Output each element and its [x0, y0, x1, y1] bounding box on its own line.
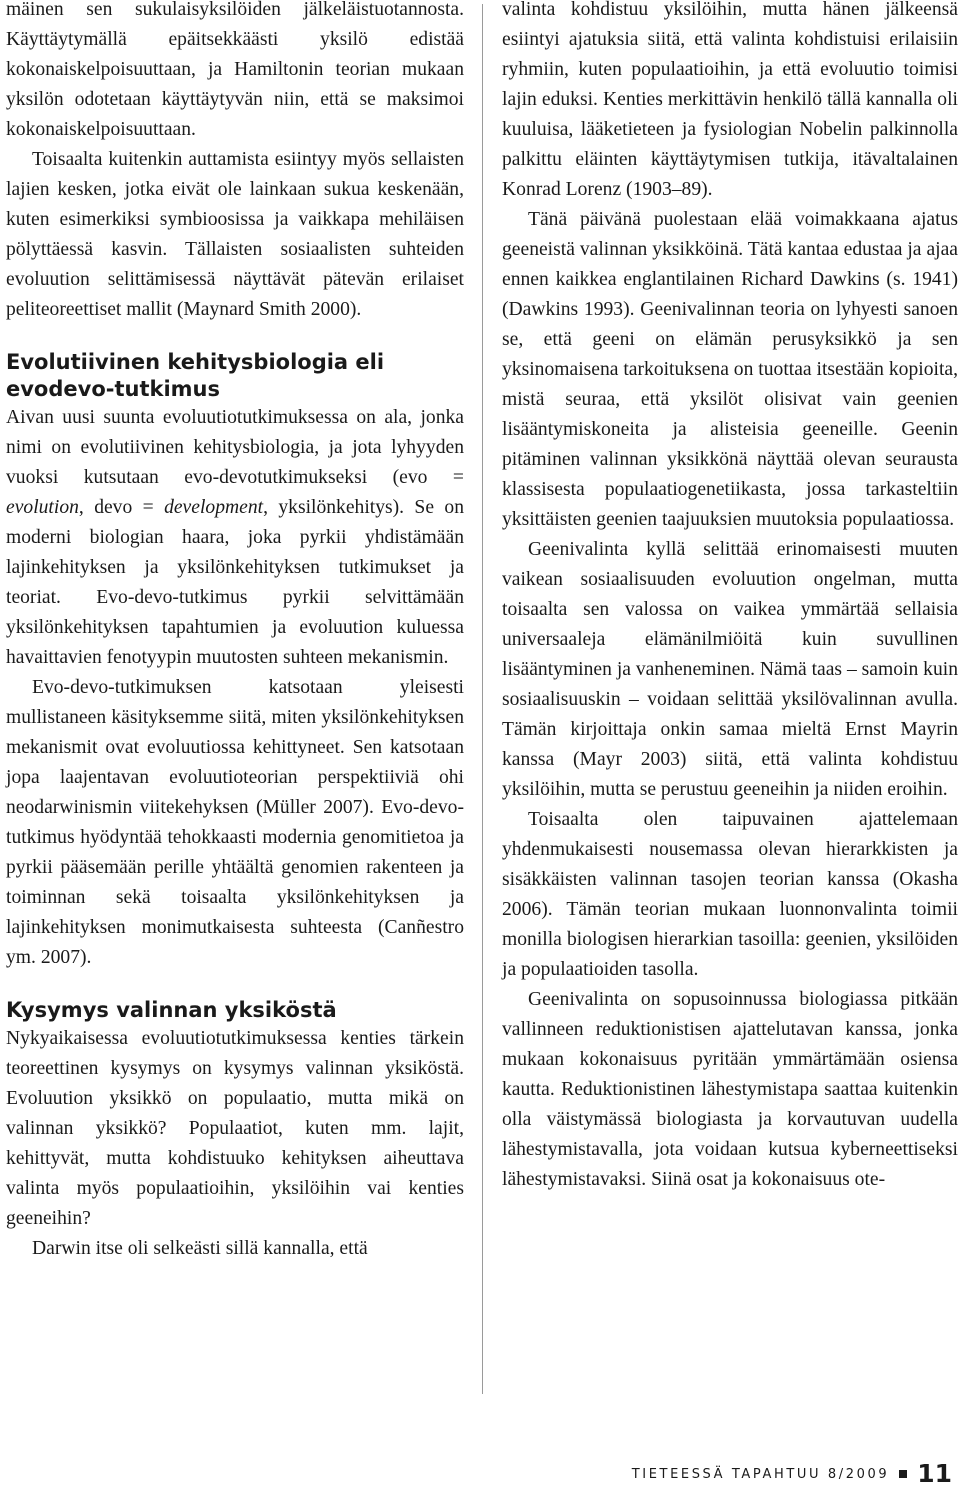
paragraph-gene-selection: Tänä päivänä puolestaan elää voimakkaana ajatus geeneistä valinnan yksikköinä. Tätä kantaa edustaa ja ajaa ennen kaikkea englantilainen Richard Dawkins (s. 1941) (Dawkins 1993). Geenivalinnan teoria on lyhyesti sanoen se, että geeni on elämän perusyksikkö ja sen yksinomaisena tarkoituksena on tuottaa itsestään kopioita, mistä seuraa, että yksilöt olisivat vain geenien lisääntymiskoneita ja alisteisia geeneille. Geenin pitäminen valinnan yksikkönä näyttää olevan seurausta klassisesta populaatiogenetiikasta, jossa tarkasteltiin yksittäisten geenien taajuuksien muutoksia populaatiossa. — [502, 209, 958, 530]
paragraph-unit-of-selection: Nykyaikaisessa evoluutiotutkimuksessa kenties tärkein teoreettinen kysymys on kysymys valinnan yksiköstä. Evoluution yksikkö on populaatio, mutta mikä on valinnan yksikkö? Populaatiot, kuten mm. lajit, kehittyvät, mutta kohdistuuko kehityksen aiheuttava valinta myös populaatioihin, yksilöihin vai kenties geeneihin? — [6, 1028, 464, 1229]
evo-devo-intro-text-3: , yksilönkehitys). Se on moderni biologian haara, joka pyrkii yhdistämään lajinkehityksen ja yksilönkehityksen tutkimukset ja teoriat. Evo-devo-tutkimus pyrkii selvittämään yksilönkehityksen tapahtumien ja evoluution kuluessa havaittavien fenotyypin muutosten suhteen mekanismin. — [6, 497, 464, 668]
evo-devo-intro-text-2: , devo = — [78, 497, 165, 518]
paragraph-evo-devo-intro — [6, 403, 464, 673]
evo-devo-intro-text: Aivan uusi suunta evoluutiotutkimuksessa on ala, jonka nimi on evolutiivinen kehitysbiologia, ja jota lyhyyden vuoksi kutsutaan evo-devotutkimukseksi (evo = — [6, 407, 464, 488]
paragraph-kin-selection: mäinen sen sukulaisyksilöiden jälkeläistuotannosta. Käyttäytymällä epäitsekkäästi yksilö edistää kokonaiskelpoisuuttaan, ja Hamiltonin teorian mukaan yksilön odotetaan käyttäytyvän niin, että se maksimoi kokonaiskelpoisuuttaan. — [6, 0, 464, 140]
right-column — [502, 0, 958, 1195]
paragraph-group-selection: valinta kohdistuu yksilöihin, mutta hänen jälkeensä esiintyi ajatuksia siitä, että valinta kohdistuisi erilaisiin ryhmiin, kuten populaatioihin, ja että evoluutio toimisi lajin eduksi. Kenties merkittävin henkilö tällä kannalla oli kuuluisa, lääketieteen ja fysiologian Nobelin palkinnolla palkittu eläinten käyttäytymisen tutkija, itävaltalainen Konrad Lorenz (1903–89). — [502, 0, 958, 200]
page-footer — [631, 1459, 952, 1488]
left-column — [6, 0, 464, 1264]
section-heading-unit-of-selection: Kysymys valinnan yksiköstä — [6, 998, 337, 1022]
section-heading-evo-devo: Evolutiivinen kehitysbiologia eli evodevo-tutkimus — [6, 350, 385, 401]
column-divider — [482, 4, 483, 1394]
page-number: 11 — [917, 1459, 952, 1488]
paragraph-symbiosis — [6, 145, 464, 325]
paragraph-evo-devo-impact: Evo-devo-tutkimuksen katsotaan yleisesti mullistaneen käsityksemme siitä, miten yksilönkehityksen mekanismit ovat evoluutiossa kehittyneet. Sen katsotaan jopa laajentavan evoluutioteorian perspektiiviä ohi neodarwinismin viitekehyksen (Müller 2007). Evo-devo-tutkimus hyödyntää tehokkaasti modernia genomitietoa ja pyrkii pääsemään perille yhtäältä genomien rakenteen ja toiminnan sekä toisaalta yksilönkehityksen ja lajinkehityksen monimutkaisesta suhteesta (Canñestro ym. 2007). — [6, 677, 464, 968]
paragraph-darwin: Darwin itse oli selkeästi sillä kannalla, että — [32, 1238, 368, 1259]
game-theory-sentence: Tällaisten sosiaalisten suhteiden evoluution selittämisessä näyttävät pätevän erilaiset peliteoreettiset mallit (Maynard Smith 2000). — [6, 239, 465, 320]
symbiosis-sentence: Toisaalta kuitenkin auttamista esiintyy myös sellaisten lajien kesken, jotka eivät ole lainkaan sukua keskenään, kuten esimerkiksi symbioosissa ja vaikkapa mehiläisen pölyttäessä kasvin. — [6, 149, 464, 260]
term-development: development — [164, 497, 264, 518]
paragraph-individual-selection: Geenivalinta kyllä selittää erinomaisesti muuten vaikean sosiaalisuuden evoluution ongelman, mutta toisaalta sen valossa on vaikea ymmärtää sellaisia universaaleja elämänilmiöitä kuin suvullinen lisääntyminen ja vanheneminen. Nämä taas – samoin kuin sosiaalisuuskin – voidaan selittää yksilövalinnan avulla. Tämän kirjoittaja onkin samaa mieltä Ernst Mayrin kanssa (Mayr 2003) siitä, että valinta kohdistuu yksilöihin, mutta se perustuu geeneihin ja niiden eroihin. — [502, 539, 958, 800]
term-evolution: evolution — [6, 497, 79, 518]
square-bullet-icon — [899, 1470, 907, 1478]
paragraph-reductionism: Geenivalinta on sopusoinnussa biologiassa pitkään vallinneen reduktionistisen ajattelutavan kanssa, jonka mukaan kokonaisuus pyritään ymmärtämään osiensa kautta. Reduktionistinen lähestymistapa saattaa kuitenkin olla väistymässä biologiasta ja korvautuvan uudella lähestymistavalla, jota voidaan kutsua kyberneettiseksi lähestymistavaksi. Siinä osat ja kokonaisuus ote- — [502, 989, 958, 1190]
publication-title: TIETEESSÄ TAPAHTUU 8/2009 — [631, 1466, 890, 1482]
paragraph-hierarchical-selection: Toisaalta olen taipuvainen ajattelemaan yhdenmukaisesti nousemassa olevan hierarkkisten ja sisäkkäisten valinnan tasojen teorian kanssa (Okasha 2006). Tämän teorian mukaan luonnonvalinta toimii monilla biologisen hierarkian tasoilla: geenien, yksilöiden ja populaatioiden tasolla. — [502, 809, 958, 980]
